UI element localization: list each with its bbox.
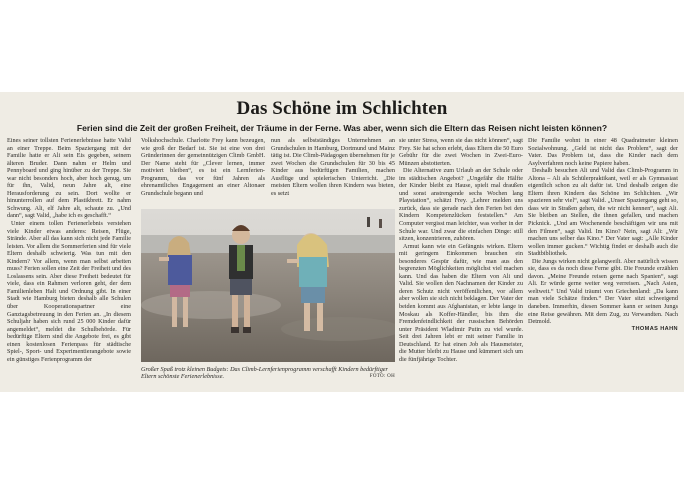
- caption-text: Großer Spaß trotz kleinen Budgets: Das Climb-Lernferienprogramm verschafft Kindern bedürftiger Eltern schönste Ferienerlebnisse.: [141, 366, 388, 381]
- paragraph: sie unter Stress, wenn sie das nicht können“, sagt Frey. Sie hat schon erlebt, dass Eltern die 50 Euro Gebühr für die zwei Wochen in Zwei-Euro-Münzen abstotterten.: [399, 137, 523, 167]
- paragraph: Die Alternative zum Urlaub an der Schule oder im städtischen Angebot? „Ungefähr die Hälfte der Kinder bleibt zu Hause, spielt mal draußen und sonst anstrengende sechs Wochen lang Playstation“, schätzt Frey. „Lehrer melden uns zurück, dass sie gerade nach den Ferien bei den Kindern Kompetenzlücken feststellen.“ Am Computer vergisst man leichter, was vorher in der Schule war. Und zwar die einfachen Dinge: still sitzen, konzentrieren, zuhören.: [399, 167, 523, 243]
- article-subheadline: Ferien sind die Zeit der großen Freiheit, der Träume in der Ferne. Was aber, wenn sich die Eltern das Reisen nicht leisten können?: [76, 123, 608, 133]
- article-photo: [141, 209, 395, 362]
- article-column-3: [271, 137, 395, 207]
- photo-credit: FOTO: OH: [369, 374, 395, 380]
- paragraph: Eines seiner tollsten Ferienerlebnisse hatte Valid an einer Treppe. Beim Spaziergang mit der Familie hatte er Ali sein Eis gegeben, seinem älteren Bruder. Dann nahm er Helm und Pennyboard und ging hinüber zu der Treppe. Sie war nicht besonders hoch, aber hoch genug, um für ihn, Valid, neun Jahre alt, eine Herausforderung zu sein. Dort wollte er hinunterrollen auf dem Plastikbrett. Er nahm Schwung. Ali, elf Jahre alt, schaute zu. „Und dann“, sagt Valid, „habe ich es geschafft.“: [7, 137, 131, 220]
- paragraph: Armut kann wie ein Gefängnis wirken. Eltern mit geringem Einkommen brauchen ein besonderes Gespür dafür, wie man aus den begrenzten Möglichkeiten möglichst viel machen kann. Und das haben die Eltern von Ali und Valid. Sie wollen den Nachnamen der Kinder zu deren Schutz nicht veröffentlichen, vor allem aber wollen sie sich nicht beklagen. Der Vater der beiden kommt aus Afghanistan, er lebte lange in Moskau als Koffer-Händler, bis ihm die Fremdenfeindlichkeit der russischen Behörden unter Präsident Wladimir Putin zu viel wurde. Seit drei Jahren lebt er mit seiner Familie in Deutschland. Er hat einen Job als Hausmeister, die Mutter bleibt zu Hause und kümmert sich um die fünfjährige Tochter.: [399, 242, 523, 363]
- paragraph: Volkshochschule. Charlotte Frey kann bezeugen, wie groß der Bedarf ist. Sie ist eine von drei Gründerinnen der gemeinnützigen Climb GmbH. Der Name steht für „Clever lernen, immer motiviert bleiben“, es ist ein Lernferien-Programm, das vor fünf Jahren als ehrenamtliches Engagement an einer Altonaer Grundschule begann und: [141, 137, 265, 197]
- photo-caption: [141, 366, 395, 381]
- article-column-4: [399, 137, 523, 385]
- paragraph: Die Jungs wirken nicht gelangweilt. Aber natürlich wissen sie, dass es da noch diese Ferne gibt. Die Freunde erzählen davon. „Meine Freunde reisen gerne nach Spanien“, sagt Ali. Er würde gerne weiter weg verreisen. „Nach Asien, weltweit.“ Und Valid träumt von Griechenland: „Da kann man viele Schätze finden.“ Der Vater sitzt schweigend daneben. Immerhin, diesen Sommer kann er seinen Jungs eine Reise gewähren. Mit dem Zug, zu Verwandten. Nach Detmold.: [528, 257, 678, 326]
- article-column-2: [141, 137, 265, 207]
- article-headline: Das Schöne im Schlichten: [236, 98, 448, 119]
- paragraph: Deshalb besuchen Ali und Valid das Climb-Programm in Altona – Ali als Schülerpraktikant, weil er als Gymnasiast eigentlich schon zu alt dafür ist. Und deshalb zeigen die Eltern ihren Kindern das Schöne im Schlichten. „Wir spazieren sehr viel“, sagt Valid. „Unser Spaziergang geht so, dass wir in Straßen gehen, die wir nicht kennen“, sagt Ali. Sie bleiben an Stellen, die ihnen gefallen, und machen Picknick. „Und am Wochenende beschäftigen wir uns mit den Filmen“, sagt Valid. Im Kino? Nein, sagt Ali: „Wir machen uns selber das Kino.“ Der Vater sagt: „Alle Kinder wollen immer gucken.“ Wichtig findet er deshalb auch die Stadtbibliothek.: [528, 167, 678, 258]
- author-byline: THOMAS HAHN: [631, 325, 678, 332]
- article-column-5: [528, 137, 678, 385]
- article-column-1: [7, 137, 131, 385]
- paragraph: Die Familie wohnt in einer 48 Quadratmeter kleinen Sozialwohnung. „Geld ist nicht das Problem“, sagt der Vater. Das Problem ist, dass die Kinder nach dem Asylverfahren noch keine Papiere haben.: [528, 137, 678, 167]
- paragraph: nun als selbstständiges Unternehmen an Grundschulen in Hamburg, Dortmund und Mainz tätig ist. Die Climb-Pädagogen übernehmen für je zwei Wochen die Grundschulen für 30 bis 45 Kinder aus bedürftigen Familien, machen Ausflüge und spielerischen Unterricht. „Die meisten Eltern wollen ihren Kindern was bieten, es setzt: [271, 137, 395, 197]
- paragraph: Unter einem tollen Ferienerlebnis verstehen viele Kinder etwas anderes: Reisen, Flüge, Strände. Aber all das kann sich nicht jede Familie leisten. Vor allem die Sommerferien sind für viele Eltern deshalb schwierig. Was tun mit den Kindern? Vor allem, wenn man selbst arbeiten muss? Ferien sollen eine Zeit der Freiheit und des Loslassens sein. Aber diese Freiheit bedeutet für viele, dass ein Rahmen verloren geht, der dem Familienleben Halt und Ordnung gibt. In einer Stadt wie Hamburg bieten deshalb alle Schulen über Kooperationspartner eine Ganztagsbetreuung in den Ferien an. „In diesem Schuljahr haben sich rund 25 000 Kinder dafür angemeldet“, meldet die Schulbehörde. Für bedürftige Eltern sind die Angebote frei, es gibt einen kostenlosen Ferienpass für städtische Spiel-, Sport- und Experimentierangebote sowie ein günstiges Ferienprogramm der: [7, 220, 131, 363]
